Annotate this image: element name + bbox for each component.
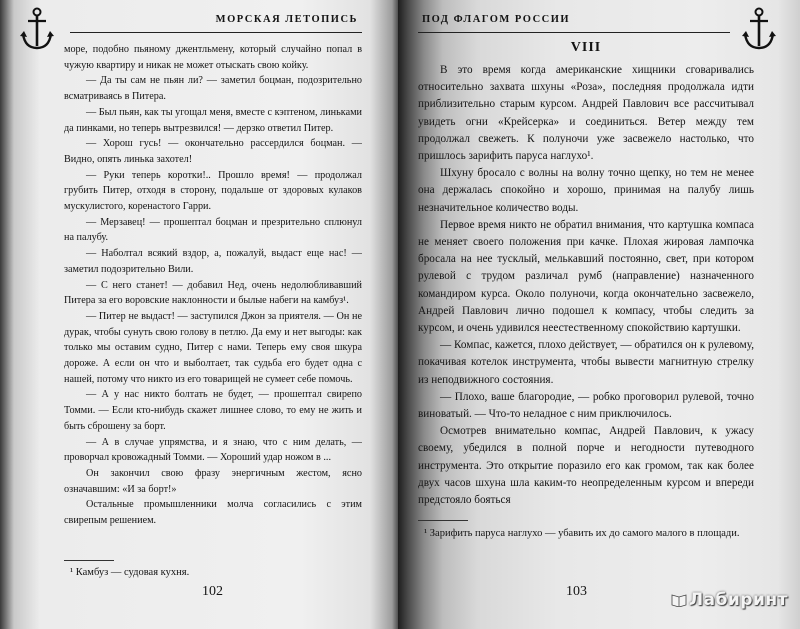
- paragraph: — А у нас никто болтать не будет, — прошептал свирепо Томми. — Если кто-нибудь скажет лишнее слово, то ему не жить и быть сброшену за борт.: [64, 389, 362, 432]
- footnote-rule: [418, 520, 468, 521]
- watermark-text: Лабиринт: [688, 590, 788, 610]
- paragraph: — Был пьян, как ты угощал меня, вместе с кэптеном, линьками да пинками, но теперь вытрезвился! — дерзко ответил Питер.: [64, 106, 362, 134]
- left-page: [0, 0, 398, 629]
- paragraph: море, подобно пьяному джентльмену, который случайно попал в чужую квартиру и никак не может отыскать свою койку.: [64, 44, 362, 71]
- paragraph: — Руки теперь коротки!.. Прошло время! — продолжал грубить Питер, отходя в сторону, подальше от здоровых кулаков мускулистого, коренастого Гарри.: [64, 169, 362, 213]
- right-page: [398, 0, 800, 629]
- paragraph: — Наболтал всякий вздор, а, пожалуй, выдаст еще нас! — заметил подозрительно Вили.: [64, 248, 362, 275]
- footnote: ¹ Камбуз — судовая кухня.: [70, 567, 190, 578]
- anchor-icon: [20, 6, 54, 52]
- watermark: [671, 590, 788, 610]
- paragraph: Он закончил свою фразу энергичным жестом, ясно означавшим: «И за борт!»: [64, 467, 362, 495]
- header-rule: [418, 32, 730, 33]
- page-body: [418, 62, 754, 509]
- paragraph: — А в случае упрямства, и я знаю, что с ним делать, — проворчал кровожадный Томми. — Хороший удар ножом в ...: [64, 436, 362, 464]
- paragraph: В это время когда американские хищники сговаривались относительно захвата шхуны «Роза», последняя продолжала идти приблизительно старым курсом. Андрей Павлович все рассчитывал увидеть огни «Крейсерка» и соединиться. Ветер между тем продолжал свежеть. К полуночи уже засвежело настолько, что пришлось зарифить паруса наглухо¹.: [418, 64, 754, 163]
- page-number: 103: [566, 584, 587, 599]
- header-rule: [70, 32, 362, 33]
- paragraph: Осмотрев внимательно компас, Андрей Павлович, к ужасу своему, убедился в полной порче и негодности путеводного инструмента. Это открытие поразило его как громом, так как более двух часов шхуна шла каким-то неопределенным курсом и впереди предстояло бояться: [418, 425, 754, 507]
- paragraph: — С него станет! — добавил Нед, очень недолюбливавший Питера за его воровские наклонности и былые набеги на камбуз¹.: [64, 279, 362, 307]
- paragraph: Остальные промышленники молча согласились с этим свирепым решением.: [64, 499, 362, 527]
- paragraph: — Компас, кажется, плохо действует, — обратился он к рулевому, покачивая котелок инструмента, чтобы вывести магнитную стрелку из неподвижного состояния.: [418, 339, 754, 386]
- paragraph: — Хорош гусь! — окончательно рассердился боцман. — Видно, опять линька захотел!: [64, 138, 362, 165]
- page-number: 102: [202, 584, 223, 599]
- book-icon: [671, 593, 687, 607]
- paragraph: — Да ты сам не пьян ли? — заметил боцман, подозрительно всматриваясь в Питера.: [64, 75, 362, 103]
- paragraph: — Плохо, ваше благородие, — робко проговорил рулевой, точно виноватый. — Что-то неладное с ним приключилось.: [418, 390, 754, 421]
- page-body: [64, 42, 362, 529]
- paragraph: — Питер не выдаст! — заступился Джон за приятеля. — Он не дурак, чтобы сунуть свою голову в петлю. Да ему и нет выгоды: как только мы оставим судно, Питер с нами. Теперь ему своя шкура дороже. А если он что и выболтает, так судьба его будет одна с нашей, потому что никто из его товарищей не сумеет себе помочь.: [64, 310, 362, 385]
- paragraph: Первое время никто не обратил внимания, что картушка компаса не меняет своего положения при качке. Плохая жировая лампочка бросала на нее тусклый, мелькавший постоянно, свет, при котором рулевой с трудом различал румб (направление) назначенного командиром курса. Около полуночи, когда окончательно засвежело, Андрей Павлович лично подошел к компасу, чтобы следить за курсом, и очень удивился неестественному спокойствию картушки.: [418, 218, 754, 335]
- running-header: ПОД ФЛАГОМ РОССИИ: [422, 14, 571, 25]
- footnote-rule: [64, 560, 114, 561]
- footnote: ¹ Зарифить паруса наглухо — убавить их до самого малого в площади.: [424, 528, 740, 539]
- paragraph: — Мерзавец! — прошептал боцман и презрительно сплюнул на палубу.: [64, 216, 362, 244]
- paragraph: Шхуну бросало с волны на волну точно щепку, но тем не менее она держалась спокойно и хорошо, принимая на палубу лишь незначительное количество воды.: [418, 167, 754, 214]
- chapter-heading: VIII: [570, 40, 602, 55]
- running-header: МОРСКАЯ ЛЕТОПИСЬ: [215, 14, 358, 25]
